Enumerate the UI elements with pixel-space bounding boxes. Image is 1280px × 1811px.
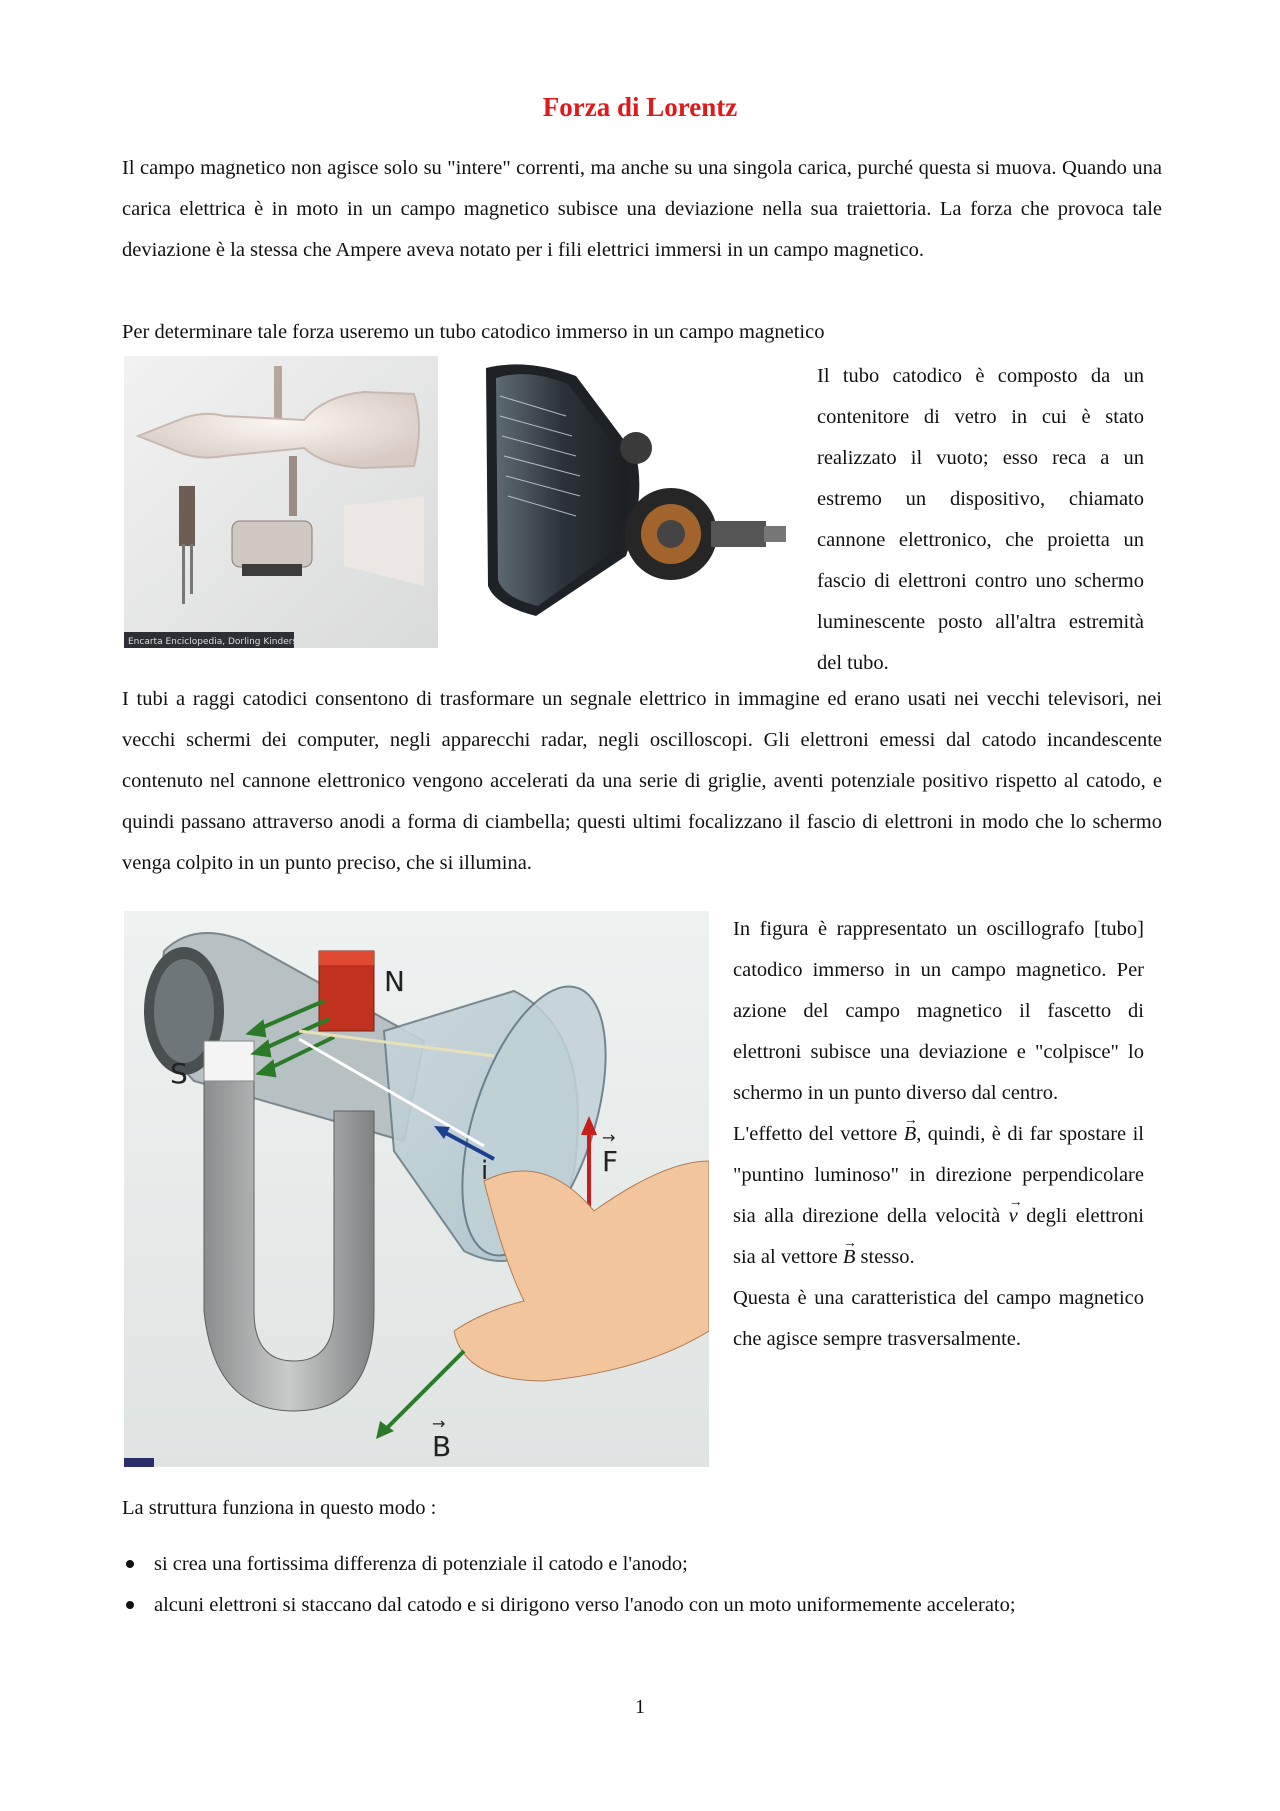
crt-paragraph: I tubi a raggi catodici consentono di trasformare un segnale elettrico in immagine ed erano usati nei vecchi televisori, nei vecchi schermi dei computer, negli apparecchi radar, negli oscilloscopi. Gli elettroni emessi dal catodo incandescente contenuto nel cannone elettronico vengono accelerati da una serie di griglie, aventi potenziale positivo rispetto al catodo, e quindi passano attraverso anodi a forma di ciambella; questi ultimi focalizzano il fascio di elettroni in modo che lo schermo venga colpito in un punto preciso, che si illumina. [122, 688, 1162, 874]
label-field-arrow-glyph: → [432, 1414, 446, 1433]
label-field: B [432, 1430, 452, 1463]
list-item: si crea una fortissima differenza di potenziale il catodo e l'anodo; [122, 1544, 1182, 1585]
bullet-icon [126, 1560, 134, 1568]
figure-text-2b: , quindi, è di far spostare il "puntino luminoso" in direzione perpendicolare sia alla direzione della velocità [733, 1123, 1144, 1227]
page-number: 1 [635, 1696, 645, 1718]
label-north: N [384, 965, 405, 998]
intro-paragraph: Il campo magnetico non agisce solo su "intere" correnti, ma anche su una singola carica, purché questa si muova. Quando una carica elettrica è in moto in un campo magnetico subisce una deviazione nella sua traiettoria. La forza che provoca tale deviazione è la stessa che Ampere aveva notato per i fili elettrici immersi in un campo magnetico. [122, 157, 1162, 261]
page-title: Forza di Lorentz [542, 92, 738, 122]
crt-description: Il tubo catodico è composto da un contenitore di vetro in cui è stato realizzato il vuoto; esso reca a un estremo un dispositivo, chiamato cannone elettronico, che proietta un fascio di elettroni contro uno schermo luminescente posto all'altra estremità del tubo. [817, 365, 1144, 674]
label-force: F [602, 1145, 619, 1178]
label-south: S [170, 1057, 188, 1090]
label-force-arrow-glyph: → [602, 1128, 616, 1147]
crt-image-caption: Encarta Enciclopedia, Dorling Kindersley [128, 637, 311, 647]
intro-line: Per determinare tale forza useremo un tubo catodico immerso in un campo magnetico [122, 321, 825, 343]
lorentz-force-illustration [124, 911, 709, 1467]
figure-text-2a: L'effetto del vettore [733, 1123, 904, 1145]
figure-text-3: Questa è una caratteristica del campo magnetico che agisce sempre trasversalmente. [733, 1287, 1144, 1350]
vector-b-symbol: → B [904, 1114, 917, 1155]
structure-intro: La struttura funziona in questo modo : [122, 1497, 437, 1519]
figure-text-2c: degli elettroni sia al vettore [733, 1205, 1145, 1268]
crt-tube-photo [124, 356, 438, 648]
vector-v-symbol: → v [1009, 1196, 1018, 1237]
label-current: i [481, 1156, 489, 1186]
structure-list [122, 1544, 1182, 1626]
list-item: alcuni elettroni si staccano dal catodo e si dirigono verso l'anodo con un moto uniformemente accelerato; [122, 1585, 1182, 1626]
figure-text-2 [733, 1114, 1144, 1278]
figure-description [733, 909, 1144, 1360]
vector-b-symbol-2: → B [843, 1237, 856, 1278]
figure-text-2d: stesso. [855, 1246, 915, 1268]
figure-text-1: In figura è rappresentato un oscillografo [tubo] catodico immerso in un campo magnetico. Per azione del campo magnetico il fascetto di elettroni subisce una deviazione e "colpisce" lo schermo in un punto diverso dal centro. [733, 918, 1144, 1104]
bullet-icon [126, 1601, 134, 1609]
crt-exploded-photo [476, 356, 794, 626]
